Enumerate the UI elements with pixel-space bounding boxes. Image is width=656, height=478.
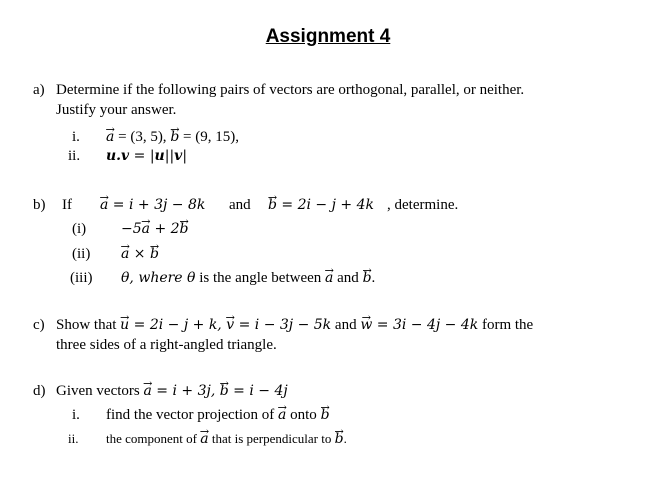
vector-b-symbol: → b bbox=[363, 269, 372, 287]
vector-v-symbol: → v bbox=[226, 316, 234, 334]
part-b-iii-text: is the angle between bbox=[195, 270, 326, 286]
part-b-label: b) bbox=[33, 197, 46, 213]
vector-a-definition: = i + 3j − 8k bbox=[108, 197, 206, 213]
vector-a-symbol: → a bbox=[142, 220, 150, 238]
part-d-given bbox=[56, 382, 288, 400]
cross-product-operator: × bbox=[129, 246, 150, 262]
part-b-ii-number: (ii) bbox=[72, 246, 91, 262]
part-b-i-expression bbox=[121, 220, 189, 238]
part-b-i-number: (i) bbox=[72, 221, 87, 237]
magnitude-v: v bbox=[174, 148, 183, 164]
part-a-line2: Justify your answer. bbox=[56, 102, 177, 118]
vector-a-symbol: → a bbox=[100, 196, 108, 214]
vector-u-symbol: → u bbox=[120, 316, 129, 334]
theta-definition: θ, where θ bbox=[121, 270, 196, 286]
vector-w-symbol: → w bbox=[360, 316, 372, 334]
part-d-ii-text bbox=[106, 430, 347, 448]
vector-b-symbol: → b bbox=[150, 245, 159, 263]
vector-b-symbol: → b bbox=[335, 430, 344, 448]
part-d-label: d) bbox=[33, 383, 46, 399]
part-a-i-eq1: = (3, 5), bbox=[114, 129, 171, 145]
part-c-label: c) bbox=[33, 317, 45, 333]
part-c-and: and bbox=[331, 317, 361, 333]
part-d-ii-number: ii. bbox=[68, 431, 79, 446]
part-a-i-number: i. bbox=[72, 129, 80, 145]
page-title: Assignment 4 bbox=[265, 26, 391, 47]
part-d-i-number: i. bbox=[72, 407, 80, 423]
part-a-ii-mid: || bbox=[164, 148, 175, 164]
part-a-line1: Determine if the following pairs of vectors are orthogonal, parallel, or neither. bbox=[56, 82, 525, 98]
part-c-form: form the bbox=[478, 317, 534, 333]
part-a-ii-end: | bbox=[182, 148, 188, 164]
part-a-ii-eq: = | bbox=[129, 148, 155, 164]
vector-a-symbol: → a bbox=[200, 430, 208, 448]
vector-b-symbol: → b bbox=[180, 220, 189, 238]
vector-w-definition: = 3i − 4j − 4k bbox=[372, 317, 479, 333]
vector-a-symbol: → a bbox=[121, 245, 129, 263]
vector-b-symbol: → b bbox=[268, 196, 277, 214]
part-b-i-mid: + 2 bbox=[150, 221, 180, 237]
part-a-label: a) bbox=[33, 82, 45, 98]
part-d-i-phrase: find the vector projection of bbox=[106, 407, 279, 423]
part-a-i-expression bbox=[106, 128, 239, 146]
part-b-iii-expression bbox=[121, 269, 375, 287]
part-b-determine: , determine. bbox=[387, 197, 459, 213]
part-b-if: If bbox=[62, 197, 72, 213]
magnitude-u: u bbox=[154, 148, 165, 164]
vector-a-symbol: → a bbox=[325, 269, 333, 287]
part-b-vector-b-def bbox=[268, 196, 374, 214]
vector-b-symbol: → b bbox=[220, 382, 229, 400]
part-c-line2: three sides of a right-angled triangle. bbox=[56, 337, 277, 353]
part-a-ii-number: ii. bbox=[68, 148, 81, 164]
vector-b-definition: = i − 4j bbox=[228, 383, 288, 399]
part-d-ii-rest: that is perpendicular to bbox=[208, 431, 335, 446]
part-d-i-onto: onto bbox=[286, 407, 321, 423]
part-c-line1 bbox=[56, 316, 533, 334]
vector-a-symbol: → a bbox=[143, 382, 151, 400]
part-b-vector-a-def bbox=[100, 196, 205, 214]
part-b-i-pre: −5 bbox=[121, 221, 142, 237]
part-d-ii-phrase: the component of bbox=[106, 431, 201, 446]
part-a-ii-expression bbox=[106, 147, 187, 165]
dot-product-lhs: u.v bbox=[106, 148, 130, 164]
vector-b-symbol: → b bbox=[321, 406, 330, 424]
vector-v-definition: = i − 3j − 5k bbox=[234, 317, 332, 333]
part-b-and: and bbox=[229, 197, 251, 213]
vector-b-definition: = 2i − j + 4k bbox=[276, 197, 374, 213]
vector-u-definition: = 2i − j + k, bbox=[129, 317, 227, 333]
part-d-ii-end: . bbox=[343, 431, 347, 446]
part-d-given-text: Given vectors bbox=[56, 383, 144, 399]
vector-a-symbol: → a bbox=[106, 128, 114, 146]
part-b-iii-and: and bbox=[333, 270, 363, 286]
vector-b-symbol: → b bbox=[170, 128, 179, 146]
part-a-i-eq2: = (9, 15), bbox=[179, 129, 239, 145]
vector-a-definition: = i + 3j, bbox=[151, 383, 220, 399]
vector-a-symbol: → a bbox=[278, 406, 286, 424]
part-b-iii-number: (iii) bbox=[70, 270, 93, 286]
part-b-ii-expression bbox=[121, 245, 159, 263]
part-c-show: Show that bbox=[56, 317, 121, 333]
part-b-iii-end: . bbox=[371, 270, 376, 286]
part-d-i-text bbox=[106, 406, 330, 424]
